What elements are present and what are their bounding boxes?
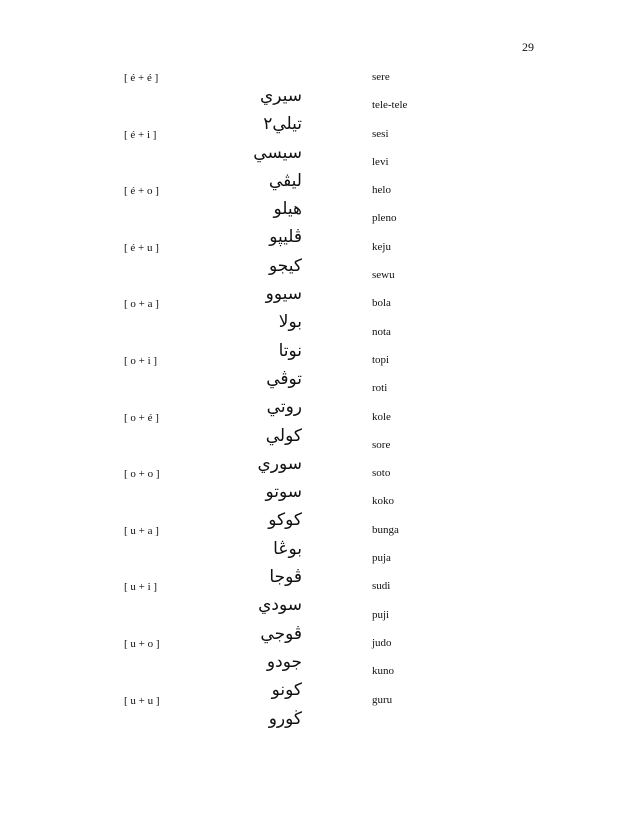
- jawi-word: كيجو: [269, 255, 302, 276]
- latin-word: sesi: [372, 127, 389, 140]
- jawi-word: كونو: [271, 680, 302, 701]
- latin-word: roti: [372, 382, 388, 395]
- jawi-word: توڤي: [266, 368, 302, 389]
- latin-word: sore: [372, 438, 391, 451]
- page-number: 29: [522, 40, 534, 54]
- latin-word: soto: [372, 467, 391, 480]
- vowel-pattern: [ u + a ]: [124, 524, 159, 537]
- latin-word: sewu: [372, 269, 395, 282]
- vowel-pattern: [ o + o ]: [124, 468, 160, 481]
- vowel-pattern: [ u + i ]: [124, 581, 158, 594]
- jawi-word-column: [220, 85, 302, 736]
- vowel-pattern: [ u + u ]: [124, 694, 160, 707]
- vowel-pattern: [ é + é ]: [124, 72, 159, 84]
- jawi-word: سوري: [257, 453, 302, 474]
- vowel-pattern: [ o + i ]: [124, 354, 158, 367]
- latin-word: keju: [372, 240, 391, 253]
- vowel-pattern: [ é + i ]: [124, 128, 157, 141]
- jawi-word: سيري: [259, 86, 302, 106]
- latin-word: guru: [372, 693, 393, 706]
- latin-word: sudi: [372, 580, 391, 593]
- jawi-word: ڬورو: [268, 708, 302, 729]
- jawi-word: سوتو: [265, 482, 302, 503]
- vowel-pattern: [ é + o ]: [124, 185, 159, 198]
- jawi-word: ڤوجي: [260, 623, 302, 644]
- vowel-pattern: [ é + u ]: [124, 241, 159, 254]
- jawi-word: بولا: [278, 312, 302, 333]
- latin-word: koko: [372, 495, 394, 508]
- latin-word: tele-tele: [372, 99, 408, 112]
- vowel-pattern: [ o + a ]: [124, 298, 159, 311]
- vowel-pattern-column: [124, 70, 234, 749]
- jawi-word: بوڠا: [273, 538, 302, 559]
- jawi-word: جودو: [266, 651, 302, 672]
- jawi-word: هيلو: [273, 199, 302, 220]
- jawi-word: سودي: [258, 595, 302, 616]
- latin-word-column: [372, 69, 492, 720]
- jawi-word: كولي: [265, 425, 302, 446]
- latin-word: helo: [372, 184, 391, 197]
- jawi-word: ليڤي: [268, 170, 302, 191]
- jawi-word: ڤليڽو: [269, 227, 302, 248]
- latin-word: levi: [372, 155, 389, 168]
- vowel-pattern: [ o + é ]: [124, 411, 159, 424]
- jawi-word: ڤوجا: [269, 567, 302, 588]
- latin-word: bunga: [372, 523, 399, 536]
- vowel-pattern: [ u + o ]: [124, 637, 160, 650]
- jawi-word: تيلي٢: [263, 114, 302, 135]
- latin-word: pleno: [372, 212, 397, 225]
- latin-word: puji: [372, 608, 390, 621]
- latin-word: puja: [372, 552, 391, 565]
- jawi-word: كوكو: [268, 510, 302, 531]
- jawi-word: نوتا: [278, 340, 302, 361]
- latin-word: bola: [372, 297, 391, 310]
- latin-word: topi: [372, 353, 390, 366]
- latin-word: kuno: [372, 665, 394, 678]
- latin-word: nota: [372, 325, 391, 338]
- latin-word: judo: [372, 636, 392, 649]
- jawi-word: سيسي: [253, 142, 302, 163]
- latin-word: kole: [372, 410, 391, 423]
- jawi-word: روتي: [266, 397, 302, 418]
- jawi-word: سيوو: [265, 284, 302, 305]
- latin-word: sere: [372, 71, 390, 83]
